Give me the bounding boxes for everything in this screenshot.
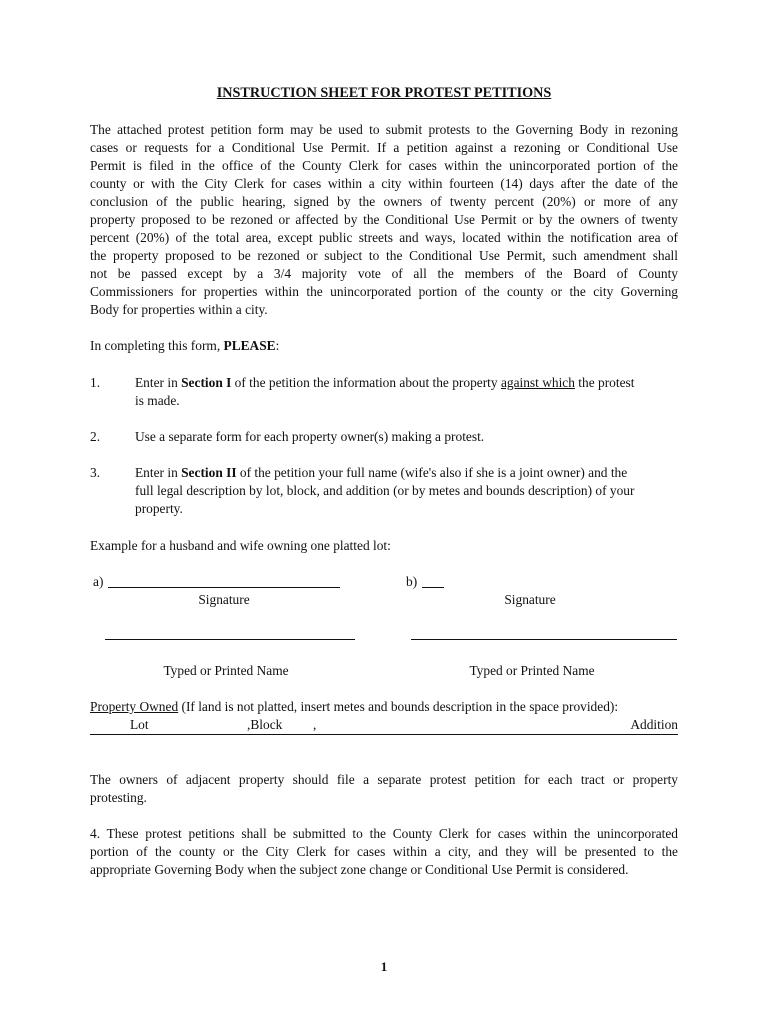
- document-page: [90, 0, 678, 1024]
- addition-label: Addition: [630, 717, 678, 732]
- intro-line: county or with the City Clerk for cases within a city within fourteen (14) days after the date of the: [90, 176, 678, 191]
- intro-line: Body for properties within a city.: [90, 302, 268, 317]
- item-4-paragraph: [90, 825, 678, 879]
- intro-line: percent (20%) of the total area, except public streets and ways, located within the notification area of: [90, 230, 678, 245]
- signature-b-line[interactable]: [422, 587, 444, 588]
- name-b-line[interactable]: [411, 639, 677, 640]
- page-title: INSTRUCTION SHEET FOR PROTEST PETITIONS: [216, 85, 552, 101]
- item-text: Enter in Section II of the petition your full name (wife's also if she is a joint owner) and the full legal description by lot, block, and addition (or by metes and bounds description) of your property.: [135, 465, 635, 516]
- please-emphasis: PLEASE: [223, 338, 276, 353]
- name-b-caption: Typed or Printed Name: [469, 663, 595, 678]
- item4-line: portion of the county or the City Clerk for cases within a city, and they will be presented to the: [90, 844, 678, 859]
- please-line: [90, 337, 678, 355]
- lot-label: Lot: [130, 717, 149, 732]
- intro-line: the property proposed to be rezoned or subject to the Conditional Use Permit, such amendment shall: [90, 248, 678, 263]
- adjacent-line: The owners of adjacent property should file a separate protest petition for each tract or property: [90, 772, 678, 787]
- name-a-line[interactable]: [105, 639, 355, 640]
- please-suffix: :: [275, 338, 280, 353]
- item-number: 1.: [90, 375, 101, 390]
- please-prefix: In completing this form,: [90, 338, 224, 353]
- intro-line: not be passed except by a 3/4 majority vote of all the members of the Board of County: [90, 266, 678, 281]
- signature-a-label: a): [93, 574, 104, 589]
- intro-line: cases or requests for a Conditional Use Permit. If a petition against a rezoning or Conditional Use: [90, 140, 678, 155]
- signature-a-line[interactable]: [108, 587, 340, 588]
- item-text: Use a separate form for each property owner(s) making a protest.: [135, 429, 485, 444]
- adjacent-property-paragraph: [90, 771, 678, 807]
- example-line: Example for a husband and wife owning one platted lot:: [90, 538, 391, 553]
- page-number: 1: [380, 959, 388, 974]
- block-label: ,Block: [247, 717, 283, 732]
- property-owned-label: Property Owned: [90, 699, 179, 714]
- item-text: Enter in Section I of the petition the information about the property against which the protest is made.: [135, 375, 635, 408]
- item-number: 3.: [90, 465, 101, 480]
- intro-paragraph: [90, 121, 678, 319]
- intro-line: Permit is filed in the office of the County Clerk for cases within the unincorporated portion of the: [90, 158, 678, 173]
- property-owned-note: (If land is not platted, insert metes and bounds description in the space provided):: [178, 699, 619, 714]
- signature-a-caption: Signature: [198, 592, 250, 607]
- adjacent-line: protesting.: [90, 790, 147, 805]
- signature-b-label: b): [406, 574, 418, 589]
- property-owned-line: [90, 698, 678, 716]
- lot-block-addition-field[interactable]: [90, 716, 678, 735]
- signature-block: [90, 573, 678, 683]
- intro-line: conclusion of the public hearing, signed by the owners of twenty percent (20%) or more of any: [90, 194, 678, 209]
- name-a-caption: Typed or Printed Name: [163, 663, 289, 678]
- item-number: 2.: [90, 429, 101, 444]
- item4-line: 4. These protest petitions shall be submitted to the County Clerk for cases within the unincorporated: [90, 826, 678, 841]
- comma-separator: ,: [313, 717, 317, 732]
- signature-b-caption: Signature: [504, 592, 556, 607]
- intro-line: property proposed to be rezoned or affected by the Conditional Use Permit or by the owners of twenty: [90, 212, 678, 227]
- intro-line: The attached protest petition form may be used to submit protests to the Governing Body in rezoning: [90, 122, 678, 137]
- item4-line: appropriate Governing Body when the subject zone change or Conditional Use Permit is considered.: [90, 862, 629, 877]
- intro-line: Commissioners for properties within the unincorporated portion of the county or the city Governing: [90, 284, 678, 299]
